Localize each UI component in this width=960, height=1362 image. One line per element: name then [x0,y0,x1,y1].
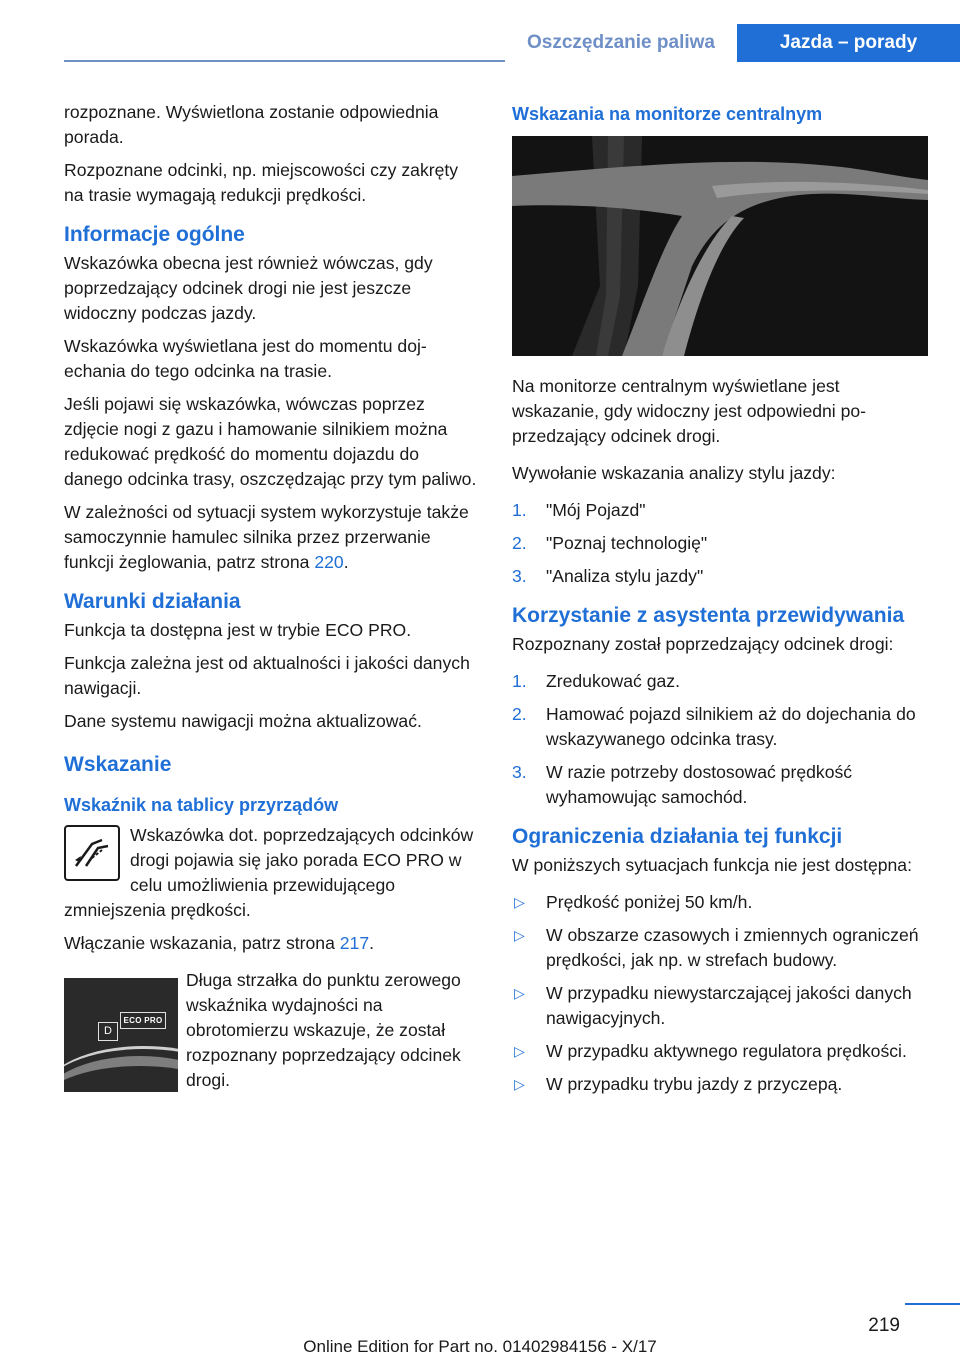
list-item [512,1039,928,1064]
heading-using-assistant: Korzystanie z asystenta przewidywania [512,604,905,627]
list-number: 3. [512,566,527,586]
list-text: "Poznaj technologię" [546,533,708,553]
paragraph: Funkcja zależna jest od aktualności i jakości danych nawigacji. [64,653,470,698]
triangle-bullet-icon: ▷ [514,894,525,910]
steps-list [512,669,928,810]
list-text: W razie potrzeby dostosować prędkość wyhamowując samochód. [546,762,853,807]
triangle-bullet-icon: ▷ [514,927,525,943]
paragraph: Rozpoznany został poprzedzający odcinek drogi: [512,634,894,654]
punctuation: . [343,552,349,572]
heading-display: Wskazanie [64,753,172,776]
left-column [64,100,480,1101]
list-item [512,923,928,973]
paragraph: Jeśli pojawi się wskazówka, wówczas poprzez zdjęcie nogi z gazu i hamowanie silnikiem można redukować prędkość do momentu dojazdu do danego odcinka trasy, oszczędzając przy tym paliwo. [64,394,477,489]
paragraph: Rozpoznane odcinki, np. miejscowości czy zakręty na trasie wymagają redukcji prędkości. [64,160,459,205]
list-item [512,1072,928,1097]
header-chapter-tab: Jazda – porady [737,24,960,62]
paragraph-text: Włączanie wskazania, patrz strona [64,933,340,953]
right-column [512,100,928,1107]
road-curve-warning-icon [64,825,120,881]
eco-pro-gauge-image [64,978,178,1092]
paragraph: Długa strzałka do punktu zerowego wskaźnika wydajności na obrotomierzu wskazuje, że został rozpoznany poprzedzający odcinek drogi. [186,970,461,1090]
header-section-tab: Oszczędzanie paliwa [505,24,737,62]
list-text: W przypadku trybu jazdy z przyczepą. [546,1074,843,1094]
eco-pro-label: ECO PRO [120,1012,166,1029]
triangle-bullet-icon: ▷ [514,985,525,1001]
list-text: W przypadku niewystarczającej jakości danych nawigacyjnych. [546,983,912,1028]
paragraph: Wywołanie wskazania analizy stylu jazdy: [512,463,836,483]
list-item [512,702,928,752]
footer-rule [905,1303,960,1305]
list-text: Hamować pojazd silnikiem aż do dojechania do wskazywanego odcinka trasy. [546,704,916,749]
paragraph: Dane systemu nawigacji można aktualizować. [64,711,422,731]
heading-conditions: Warunki działania [64,590,241,613]
paragraph: rozpoznane. Wyświetlona zostanie odpowiednia porada. [64,102,439,147]
list-item [512,564,928,589]
list-text: "Analiza stylu jazdy" [546,566,704,586]
list-number: 2. [512,533,527,553]
heading-limitations: Ograniczenia działania tej funkcji [512,825,843,848]
page-link-220[interactable]: 220 [314,552,344,572]
list-number: 3. [512,762,527,782]
limitations-list [512,890,928,1097]
gauge-scale [64,1046,178,1092]
list-number: 1. [512,671,527,691]
paragraph: Wskazówka obecna jest również wówczas, gdy poprzedzający odcinek drogi nie jest jeszcze widoczny podczas jazdy. [64,253,433,323]
list-item [512,981,928,1031]
heading-general-info: Informacje ogólne [64,223,245,246]
list-text: Prędkość poniżej 50 km/h. [546,892,753,912]
paragraph: W poniższych sytuacjach funkcja nie jest dostępna: [512,855,912,875]
page-link-217[interactable]: 217 [339,933,370,953]
paragraph [64,931,480,956]
list-item [512,531,928,556]
punctuation: . [369,933,375,953]
list-item [512,669,928,694]
paragraph-text: W zależności od sytuacji system wykorzystuje także samoczynnie hamulec silnika przez przerwanie funkcji żeglowania, patrz strona [64,502,469,572]
list-text: "Mój Pojazd" [546,500,646,520]
list-text: Zredukować gaz. [546,671,680,691]
triangle-bullet-icon: ▷ [514,1043,525,1059]
paragraph [64,500,480,575]
heading-central-monitor: Wskazania na monitorze centralnym [512,104,823,124]
list-text: W obszarze czasowych i zmiennych ograniczeń prędkości, jak np. w strefach budowy. [546,925,919,970]
list-number: 2. [512,704,527,724]
list-number: 1. [512,500,527,520]
list-text: W przypadku aktywnego regulatora prędkości. [546,1041,907,1061]
list-item [512,498,928,523]
paragraph: Wskazówka wyświetlana jest do momentu dojechania do tego odcinka na trasie. [64,336,427,381]
heading-instrument-cluster: Wskaźnik na tablicy przyrządów [64,795,339,815]
gear-indicator: D [98,1022,118,1041]
paragraph: Na monitorze centralnym wyświetlane jest wskazanie, gdy widoczny jest odpowiedni poprzedzający odcinek drogi. [512,376,867,446]
triangle-bullet-icon: ▷ [514,1076,525,1092]
paragraph: Funkcja ta dostępna jest w trybie ECO PRO. [64,620,412,640]
page-number: 219 [868,1315,900,1336]
menu-path-list [512,498,928,589]
list-item [512,760,928,810]
paragraph: Wskazówka dot. poprzedzających odcinków drogi pojawia się jako porada ECO PRO w celu umożliwienia przewidującego zmniejszenia prędkości. [64,825,474,920]
edition-footer: Online Edition for Part no. 01402984156 - X/17 [303,1337,657,1356]
list-item [512,890,928,915]
road-preview-image [512,136,928,356]
